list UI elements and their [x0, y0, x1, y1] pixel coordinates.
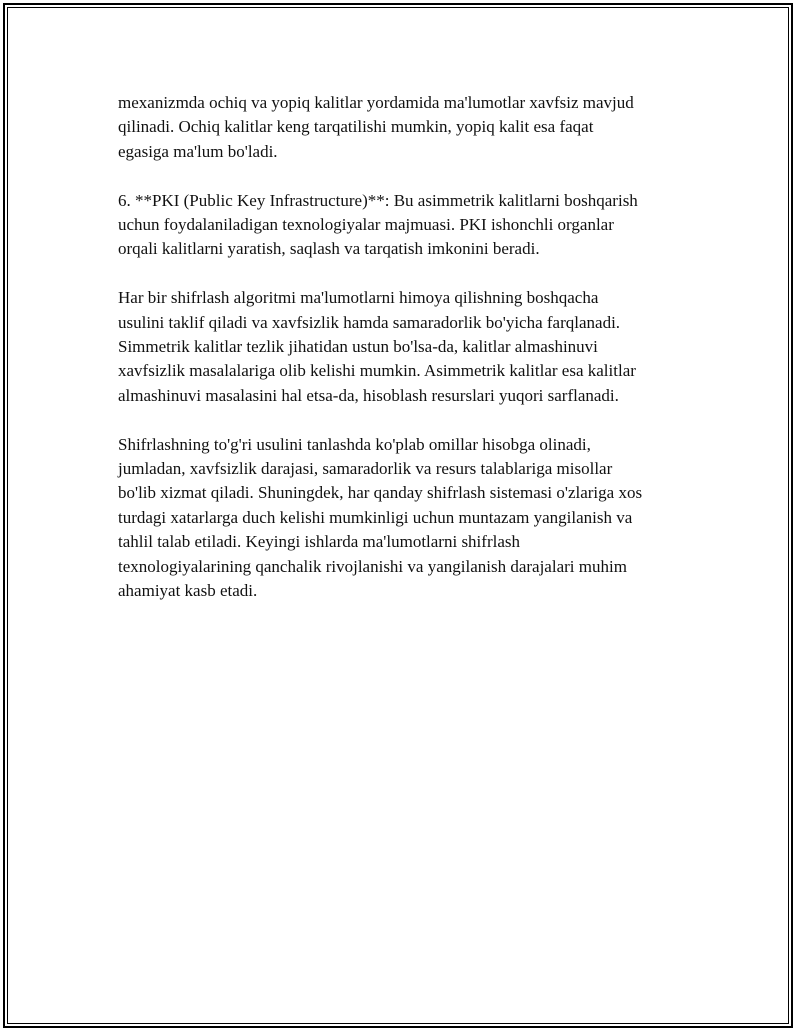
- text-line: usulini taklif qiladi va xavfsizlik hamda samaradorlik bo'yicha farqlanadi.: [118, 312, 621, 332]
- text-line: uchun foydalaniladigan texnologiyalar majmuasi. PKI ishonchli organlar: [118, 215, 614, 235]
- text-line: mexanizmda ochiq va yopiq kalitlar yordamida ma'lumotlar xavfsiz mavjud: [118, 93, 634, 112]
- text-line: almashinuvi masalasini hal etsa-da, hisoblash resurslari yuqori sarflanadi.: [118, 385, 619, 405]
- text-line: Shifrlashning to'g'ri usulini tanlashda ko'plab omillar hisobga olinadi,: [118, 434, 591, 454]
- text-line: Simmetrik kalitlar tezlik jihatidan ustun bo'lsa-da, kalitlar almashinuvi: [118, 337, 598, 357]
- text-line: jumladan, xavfsizlik darajasi, samaradorlik va resurs talablariga misollar: [118, 459, 613, 479]
- text-line: turdagi xatarlarga duch kelishi mumkinligi uchun muntazam yangilanish va: [118, 507, 633, 527]
- text-line: Har bir shifrlash algoritmi ma'lumotlarni himoya qilishning boshqacha: [118, 288, 599, 308]
- text-line: orqali kalitlarni yaratish, saqlash va tarqatish imkonini beradi.: [118, 239, 540, 259]
- paragraph-4: [118, 433, 698, 604]
- text-line: qilinadi. Ochiq kalitlar keng tarqatilishi mumkin, yopiq kalit esa faqat: [118, 117, 594, 137]
- text-line: tahlil talab etiladi. Keyingi ishlarda ma'lumotlarni shifrlash: [118, 532, 520, 552]
- text-line: 6. **PKI (Public Key Infrastructure)**: Bu asimmetrik kalitlarni boshqarish: [118, 190, 638, 210]
- text-line: bo'lib xizmat qiladi. Shuningdek, har qanday shifrlash sistemasi o'zlariga xos: [118, 483, 643, 503]
- paragraph-3: [118, 286, 698, 408]
- text-line: texnologiyalarining qanchalik rivojlanishi va yangilanish darajalari muhim: [118, 556, 627, 576]
- paragraph-1: [118, 91, 698, 164]
- document-body: [118, 91, 698, 628]
- paragraph-2: [118, 189, 698, 262]
- text-line: ahamiyat kasb etadi.: [118, 581, 258, 601]
- text-line: egasiga ma'lum bo'ladi.: [118, 141, 278, 161]
- text-line: xavfsizlik masalalariga olib kelishi mumkin. Asimmetrik kalitlar esa kalitlar: [118, 361, 636, 381]
